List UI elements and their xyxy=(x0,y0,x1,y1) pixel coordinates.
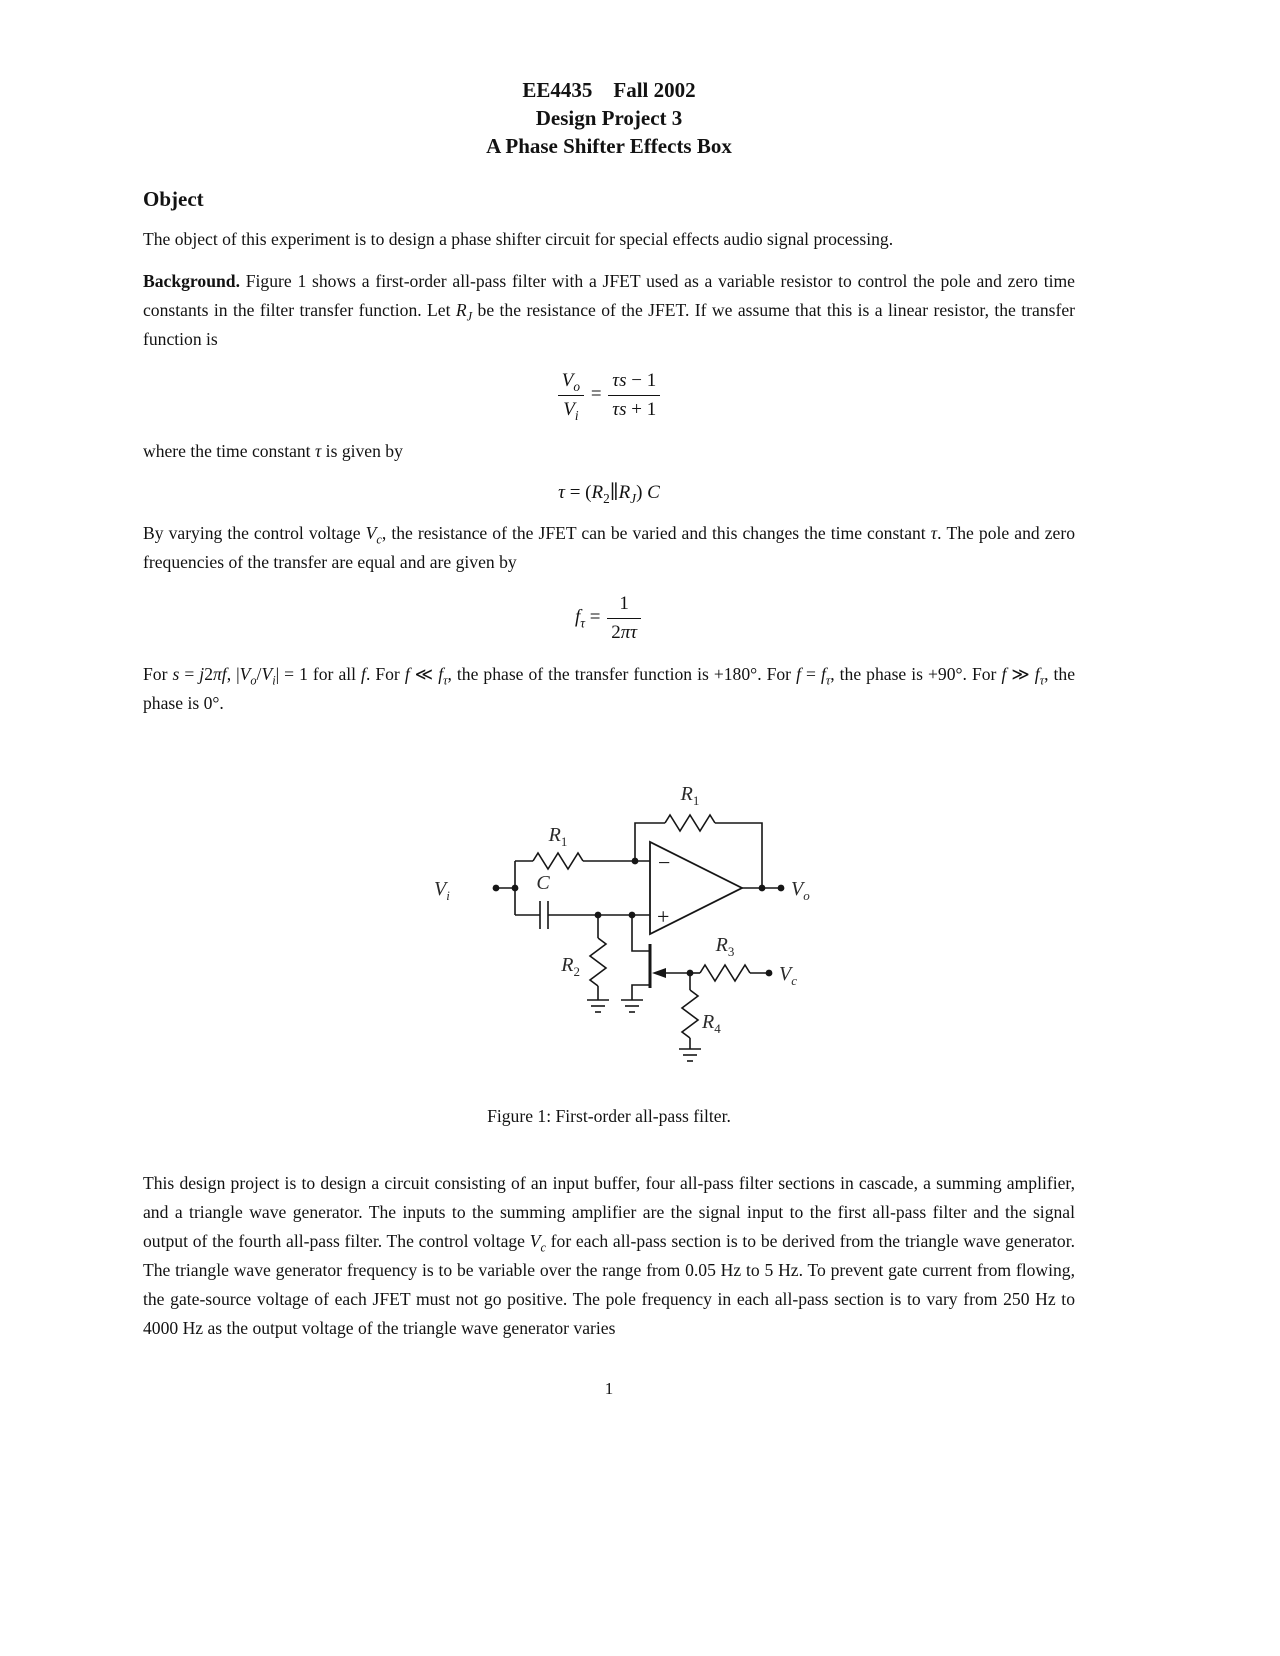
junction-dot xyxy=(512,884,519,891)
r1-input-label: $R_1$ xyxy=(548,823,568,849)
vi-terminal xyxy=(434,878,515,903)
resistor-r4 xyxy=(682,973,721,1049)
object-heading: Object xyxy=(143,187,204,211)
resistor-r3 xyxy=(690,934,769,981)
vc-terminal xyxy=(766,963,798,988)
document-title xyxy=(143,76,1075,160)
r3-label: $R_3$ xyxy=(715,933,735,959)
opamp-inverting-input: − xyxy=(658,849,671,875)
ground-symbol xyxy=(587,1000,609,1012)
ground-symbol xyxy=(621,1000,643,1012)
page-number: 1 xyxy=(604,1378,614,1398)
opamp xyxy=(650,842,742,934)
vc-label: $V_c$ xyxy=(779,962,797,988)
resistor-r1-input xyxy=(515,824,650,869)
capacitor-c xyxy=(515,872,650,929)
vo-terminal xyxy=(742,878,810,903)
figure-1 xyxy=(143,738,1075,1127)
r1-feedback-label: $R_1$ xyxy=(680,782,700,808)
resistor-r2 xyxy=(560,915,606,1000)
c-label: C xyxy=(536,871,550,894)
vo-label: $V_o$ xyxy=(791,877,810,903)
jfet-gate-arrow xyxy=(652,968,666,978)
r4-label: $R_4$ xyxy=(702,1010,721,1036)
r2-label: $R_2$ xyxy=(561,953,580,979)
pole-frequency-equation: $f_\tau$ = $\frac{1}{2\pi\tau}$ xyxy=(143,592,1075,645)
course-and-term: EE4435 Fall 2002 xyxy=(522,78,696,102)
opamp-noninverting-input: + xyxy=(657,903,670,929)
vi-label: $V_i$ xyxy=(434,877,450,903)
time-constant-equation: $\tau = (R_2\parallel R_J)$ C xyxy=(558,481,660,506)
time-constant-intro-paragraph: where the time constant τ is given by xyxy=(143,440,403,461)
object-paragraph: The object of this experiment is to design a phase shifter circuit for special effects audio signal processing. xyxy=(143,229,894,249)
phase-behavior-paragraph: For s = j2πf, $|V_o/V_i| = 1$ for all f. For f ≪ $f_\tau$, the phase of the transfer function is +180°. For $f = f_\tau$, the phase is +90°. For f ≫ $f_\tau$, the phase is 0°. xyxy=(143,663,1076,713)
design-project-paragraph: This design project is to design a circuit consisting of an input buffer, four all-pass filter sections in cascade, a summing amplifier, and a triangle wave generator. The inputs to the summing amplifier are the signal input to the first all-pass filter and the signal output of the fourth all-pass filter. The control voltage $V_c$ for each all-pass section is to be derived from the triangle wave generator. The triangle wave generator frequency is to be variable over the range from 0.05 Hz to 5 Hz. To prevent gate current from flowing, the gate-source voltage of each JFET must not go positive. The pole frequency in each all-pass section is to vary from 250 Hz to 4000 Hz as the output voltage of the triangle wave generator varies xyxy=(143,1172,1075,1338)
transfer-function-equation: $\frac{V_o}{V_i}$ = $\frac{\tau s - 1}{\tau s + 1}$ xyxy=(143,369,1075,422)
all-pass-filter-schematic xyxy=(430,738,822,1068)
control-voltage-paragraph: By varying the control voltage $V_c$, the resistance of the JFET can be varied and this changes the time constant τ. The pole and zero frequencies of the transfer are equal and are given by xyxy=(143,523,1075,573)
ground-symbol xyxy=(679,1049,701,1061)
project-subtitle: A Phase Shifter Effects Box xyxy=(486,134,732,158)
background-paragraph: Background. Figure 1 shows a first-order all-pass filter with a JFET used as a variable resistor to control the pole and zero time constants in the filter transfer function. Let $R_J$ be the resistance of the JFET. If we assume that this is a linear resistor, the transfer function is xyxy=(143,271,1075,349)
project-title: Design Project 3 xyxy=(535,106,683,130)
figure-caption: Figure 1: First-order all-pass filter. xyxy=(487,1105,731,1126)
